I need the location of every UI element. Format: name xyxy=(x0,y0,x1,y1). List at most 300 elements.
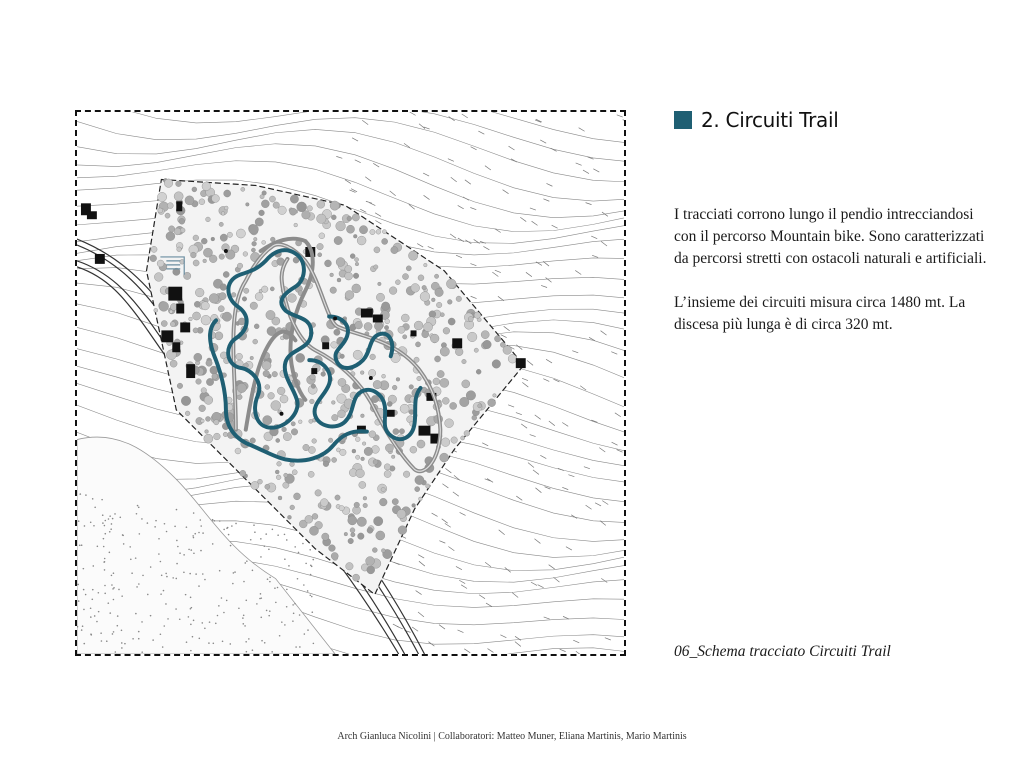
field-dot xyxy=(124,643,126,645)
field-dot xyxy=(252,570,254,572)
tree-dot xyxy=(423,322,432,331)
field-dot xyxy=(109,612,111,614)
tree-dot xyxy=(424,263,428,267)
field-dot xyxy=(200,525,202,527)
hatch-mark xyxy=(461,585,467,589)
tree-dot xyxy=(430,334,439,343)
field-dot xyxy=(200,519,202,521)
tree-dot xyxy=(263,370,270,377)
field-dot xyxy=(111,523,113,525)
tree-dot xyxy=(338,378,346,386)
tree-dot xyxy=(503,346,512,355)
field-dot xyxy=(183,572,185,574)
tree-dot xyxy=(406,266,411,271)
tree-dot xyxy=(265,484,270,489)
field-dot xyxy=(238,607,240,609)
tree-dot xyxy=(412,504,416,508)
field-dot xyxy=(245,600,247,602)
field-dot xyxy=(193,620,195,622)
hatch-mark xyxy=(492,272,498,276)
hatch-mark xyxy=(417,244,423,248)
hatch-mark xyxy=(458,205,464,208)
field-dot xyxy=(231,525,233,527)
tree-dot xyxy=(251,248,255,252)
field-dot xyxy=(193,537,195,539)
field-dot xyxy=(311,596,313,598)
tree-dot xyxy=(209,255,217,263)
tree-dot xyxy=(321,372,326,377)
tree-dot xyxy=(150,255,157,262)
tree-dot xyxy=(250,302,258,310)
tree-dot xyxy=(415,487,420,492)
hatch-mark xyxy=(352,138,358,141)
field-dot xyxy=(92,498,94,500)
hatch-mark xyxy=(530,435,536,437)
hatch-mark xyxy=(432,513,438,516)
hatch-mark xyxy=(579,128,585,132)
field-dot xyxy=(253,524,255,526)
tree-dot xyxy=(220,234,227,241)
field-dot xyxy=(141,518,143,520)
tree-dot xyxy=(420,292,430,302)
field-dot xyxy=(252,649,254,651)
tree-dot xyxy=(174,228,181,235)
field-dot xyxy=(250,539,252,541)
tree-dot xyxy=(403,335,407,339)
field-dot xyxy=(158,538,160,540)
tree-dot xyxy=(494,336,500,342)
tree-dot xyxy=(189,317,193,321)
tree-dot xyxy=(250,356,254,360)
hatch-mark xyxy=(424,195,430,199)
field-dot xyxy=(190,597,192,599)
field-dot xyxy=(179,618,181,620)
field-dot xyxy=(150,615,152,617)
hatch-mark xyxy=(471,147,477,150)
tree-dot xyxy=(237,263,243,269)
field-dot xyxy=(244,562,246,564)
field-dot xyxy=(201,622,203,624)
tree-dot xyxy=(336,221,346,231)
tree-dot xyxy=(246,203,250,207)
square-bullet-icon xyxy=(674,111,692,129)
field-dot xyxy=(275,602,277,604)
hatch-mark xyxy=(601,241,607,246)
tree-dot xyxy=(384,464,390,470)
tree-dot xyxy=(492,360,501,369)
field-dot xyxy=(307,590,309,592)
field-dot xyxy=(113,572,115,574)
hatch-mark xyxy=(541,285,547,287)
hatch-mark xyxy=(602,501,608,505)
field-dot xyxy=(90,607,92,609)
hatch-mark xyxy=(584,467,590,469)
field-dot xyxy=(102,522,104,524)
hatch-mark xyxy=(562,423,568,427)
tree-dot xyxy=(450,402,457,409)
hatch-mark xyxy=(593,169,599,172)
hatch-mark xyxy=(520,217,526,221)
hatch-mark xyxy=(453,492,459,496)
field-dot xyxy=(234,571,236,573)
tree-dot xyxy=(392,385,397,390)
tree-dot xyxy=(382,230,386,234)
field-dot xyxy=(121,629,123,631)
field-dot xyxy=(132,638,134,640)
field-dot xyxy=(83,568,85,570)
tree-dot xyxy=(366,557,375,566)
tree-dot xyxy=(328,438,333,443)
field-dot xyxy=(110,528,112,530)
field-dot xyxy=(103,546,105,548)
tree-dot xyxy=(382,374,386,378)
tree-dot xyxy=(309,526,318,535)
field-dot xyxy=(228,534,230,536)
tree-dot xyxy=(411,284,420,293)
tree-dot xyxy=(387,401,392,406)
tree-dot xyxy=(478,404,482,408)
tree-dot xyxy=(260,194,264,198)
field-dot xyxy=(90,633,92,635)
tree-dot xyxy=(261,286,268,293)
hatch-mark xyxy=(516,345,522,350)
field-dot xyxy=(90,521,92,523)
tree-dot xyxy=(154,308,158,312)
tree-dot xyxy=(367,566,375,574)
hatch-mark xyxy=(487,649,493,653)
field-dot xyxy=(104,558,106,560)
tree-dot xyxy=(415,476,424,485)
tree-dot xyxy=(291,422,295,426)
field-dot xyxy=(177,546,179,548)
tree-dot xyxy=(334,236,342,244)
hatch-mark xyxy=(512,593,518,598)
tree-dot xyxy=(221,212,225,216)
hatch-mark xyxy=(483,246,489,249)
tree-dot xyxy=(170,360,177,367)
field-dot xyxy=(138,638,140,640)
tree-dot xyxy=(273,202,280,209)
tree-dot xyxy=(440,453,449,462)
tree-dot xyxy=(215,332,223,340)
hatch-mark xyxy=(540,140,546,143)
tree-dot xyxy=(271,401,281,411)
field-dot xyxy=(264,545,266,547)
hatch-mark xyxy=(586,505,592,509)
hatch-mark xyxy=(528,463,534,468)
field-dot xyxy=(121,647,123,649)
field-dot xyxy=(311,611,313,613)
tree-dot xyxy=(336,258,345,267)
hatch-mark xyxy=(448,546,454,550)
field-dot xyxy=(233,572,235,574)
tree-dot xyxy=(169,310,173,314)
hatch-mark xyxy=(485,166,491,170)
hatch-mark xyxy=(449,117,455,121)
hatch-mark xyxy=(486,603,492,607)
field-dot xyxy=(292,620,294,622)
hatch-mark xyxy=(535,415,541,419)
field-dot xyxy=(78,600,80,602)
tree-dot xyxy=(483,340,492,349)
field-dot xyxy=(260,593,262,595)
tree-dot xyxy=(199,199,205,205)
tree-dot xyxy=(167,203,173,209)
tree-dot xyxy=(231,292,236,297)
tree-dot xyxy=(331,342,338,349)
tree-dot xyxy=(276,438,280,442)
hatch-mark xyxy=(549,565,555,569)
tree-dot xyxy=(355,321,363,329)
tree-dot xyxy=(220,284,227,291)
tree-dot xyxy=(254,324,259,329)
hatch-mark xyxy=(487,479,493,483)
field-dot xyxy=(313,643,315,645)
field-dot xyxy=(78,520,80,522)
hatch-mark xyxy=(456,255,462,258)
tree-dot xyxy=(419,497,423,501)
field-dot xyxy=(209,621,211,623)
hatch-mark xyxy=(482,443,488,446)
tree-dot xyxy=(508,354,517,363)
tree-dot xyxy=(357,236,366,245)
field-dot xyxy=(115,651,117,653)
tree-dot xyxy=(397,509,406,518)
tree-dot xyxy=(235,448,241,454)
hatch-mark xyxy=(470,264,476,266)
hatch-mark xyxy=(515,642,521,647)
tree-dot xyxy=(224,206,228,210)
hatch-mark xyxy=(336,156,342,158)
field-dot xyxy=(242,623,244,625)
field-dot xyxy=(286,539,288,541)
tree-dot xyxy=(161,320,167,326)
tree-dot xyxy=(255,293,263,301)
hatch-mark xyxy=(501,335,507,338)
tree-dot xyxy=(346,225,354,233)
tree-dot xyxy=(227,232,232,237)
field-dot xyxy=(94,506,96,508)
tree-dot xyxy=(440,347,449,356)
tree-dot xyxy=(214,433,221,440)
hatch-mark xyxy=(463,197,469,200)
tree-dot xyxy=(290,195,298,203)
tree-dot xyxy=(398,326,405,333)
tree-dot xyxy=(205,430,209,434)
tree-dot xyxy=(331,215,336,220)
tree-dot xyxy=(346,562,354,570)
tree-dot xyxy=(408,251,417,260)
field-dot xyxy=(85,594,87,596)
field-dot xyxy=(191,607,193,609)
tree-dot xyxy=(205,416,210,421)
tree-dot xyxy=(151,246,157,252)
field-dot xyxy=(246,651,248,653)
hatch-mark xyxy=(592,255,598,257)
tree-dot xyxy=(426,484,430,488)
tree-dot xyxy=(219,222,223,226)
tree-dot xyxy=(448,318,455,325)
tree-dot xyxy=(376,293,384,301)
hatch-mark xyxy=(418,612,424,617)
field-dot xyxy=(91,599,93,601)
field-dot xyxy=(117,615,119,617)
hatch-mark xyxy=(522,378,528,380)
tree-dot xyxy=(345,290,354,299)
tree-dot xyxy=(359,481,366,488)
hatch-mark xyxy=(478,131,484,134)
tree-dot xyxy=(181,396,191,406)
tree-dot xyxy=(359,226,367,234)
field-dot xyxy=(271,651,273,653)
tree-dot xyxy=(159,302,169,312)
section-title: 2. Circuiti Trail xyxy=(701,108,839,132)
tree-dot xyxy=(401,314,409,322)
tree-dot xyxy=(461,436,465,440)
tree-dot xyxy=(296,353,305,362)
field-dot xyxy=(77,584,79,586)
field-dot xyxy=(229,643,231,645)
tree-dot xyxy=(381,549,385,553)
tree-dot xyxy=(223,271,229,277)
field-dot xyxy=(195,573,197,575)
tree-dot xyxy=(440,378,449,387)
hatch-mark xyxy=(522,382,528,387)
hatch-mark xyxy=(554,577,560,582)
field-dot xyxy=(112,588,114,590)
field-dot xyxy=(266,610,268,612)
hatch-mark xyxy=(546,183,552,186)
field-dot xyxy=(293,613,295,615)
tree-dot xyxy=(201,302,209,310)
tree-dot xyxy=(278,496,282,500)
tree-dot xyxy=(392,498,398,504)
tree-dot xyxy=(440,313,444,317)
field-dot xyxy=(279,635,281,637)
tree-dot xyxy=(254,237,258,241)
tree-dot xyxy=(238,318,245,325)
field-dot xyxy=(136,586,138,588)
field-dot xyxy=(114,513,116,515)
field-dot xyxy=(122,534,124,536)
field-dot xyxy=(138,631,140,633)
field-dot xyxy=(155,520,157,522)
hatch-mark xyxy=(471,296,477,298)
field-dot xyxy=(259,598,261,600)
tree-dot xyxy=(373,459,378,464)
tree-dot xyxy=(168,226,174,232)
hatch-mark xyxy=(521,424,527,428)
tree-dot xyxy=(348,538,354,544)
hatch-mark xyxy=(558,468,564,470)
hatch-mark xyxy=(362,120,368,124)
field-dot xyxy=(82,625,84,627)
field-dot xyxy=(245,641,247,643)
field-dot xyxy=(243,581,245,583)
tree-dot xyxy=(297,202,307,212)
field-dot xyxy=(246,560,248,562)
hatch-mark xyxy=(439,625,445,629)
hatch-mark xyxy=(562,487,568,489)
tree-dot xyxy=(174,192,183,201)
field-dot xyxy=(109,515,111,517)
tree-dot xyxy=(395,280,400,285)
tree-dot xyxy=(278,206,287,215)
tree-dot xyxy=(263,416,272,425)
field-dot xyxy=(202,532,204,534)
tree-dot xyxy=(330,273,334,277)
field-dot xyxy=(101,640,103,642)
tree-dot xyxy=(294,493,301,500)
field-dot xyxy=(200,550,202,552)
tree-dot xyxy=(305,515,313,523)
tree-dot xyxy=(410,446,417,453)
tree-dot xyxy=(443,327,450,334)
tree-dot xyxy=(374,517,383,526)
hatch-mark xyxy=(552,225,558,228)
tree-dot xyxy=(353,234,357,238)
hatch-mark xyxy=(448,159,454,162)
hatch-mark xyxy=(456,566,462,569)
tree-dot xyxy=(194,301,200,307)
tree-dot xyxy=(364,322,372,330)
tree-dot xyxy=(462,380,470,388)
hatch-mark xyxy=(605,638,611,640)
field-dot xyxy=(123,543,125,545)
hatch-mark xyxy=(454,475,460,480)
field-dot xyxy=(102,514,104,516)
field-dot xyxy=(309,549,311,551)
tree-dot xyxy=(223,432,228,437)
field-dot xyxy=(112,633,114,635)
field-dot xyxy=(160,633,162,635)
field-dot xyxy=(165,573,167,575)
field-dot xyxy=(190,650,192,652)
tree-dot xyxy=(277,461,282,466)
field-dot xyxy=(217,615,219,617)
tree-dot xyxy=(360,371,364,375)
tree-dot xyxy=(381,487,385,491)
field-dot xyxy=(104,585,106,587)
tree-dot xyxy=(331,552,338,559)
tree-dot xyxy=(324,260,331,267)
field-dot xyxy=(121,595,123,597)
hatch-mark xyxy=(459,580,465,583)
tree-dot xyxy=(368,369,375,376)
hatch-mark xyxy=(538,585,544,588)
field-dot xyxy=(219,570,221,572)
tree-dot xyxy=(340,449,347,456)
tree-dot xyxy=(442,397,449,404)
tree-dot xyxy=(350,528,355,533)
tree-dot xyxy=(196,379,202,385)
tree-dot xyxy=(353,350,362,359)
field-dot xyxy=(223,612,225,614)
hatch-mark xyxy=(530,208,536,210)
tree-dot xyxy=(352,574,359,581)
tree-dot xyxy=(154,273,163,282)
hatch-mark xyxy=(495,270,501,272)
tree-dot xyxy=(414,321,423,330)
field-dot xyxy=(111,584,113,586)
field-dot xyxy=(119,517,121,519)
field-dot xyxy=(83,643,85,645)
field-dot xyxy=(139,533,141,535)
field-dot xyxy=(311,566,313,568)
tree-dot xyxy=(320,499,328,507)
tree-dot xyxy=(284,473,288,477)
hatch-mark xyxy=(499,530,505,535)
